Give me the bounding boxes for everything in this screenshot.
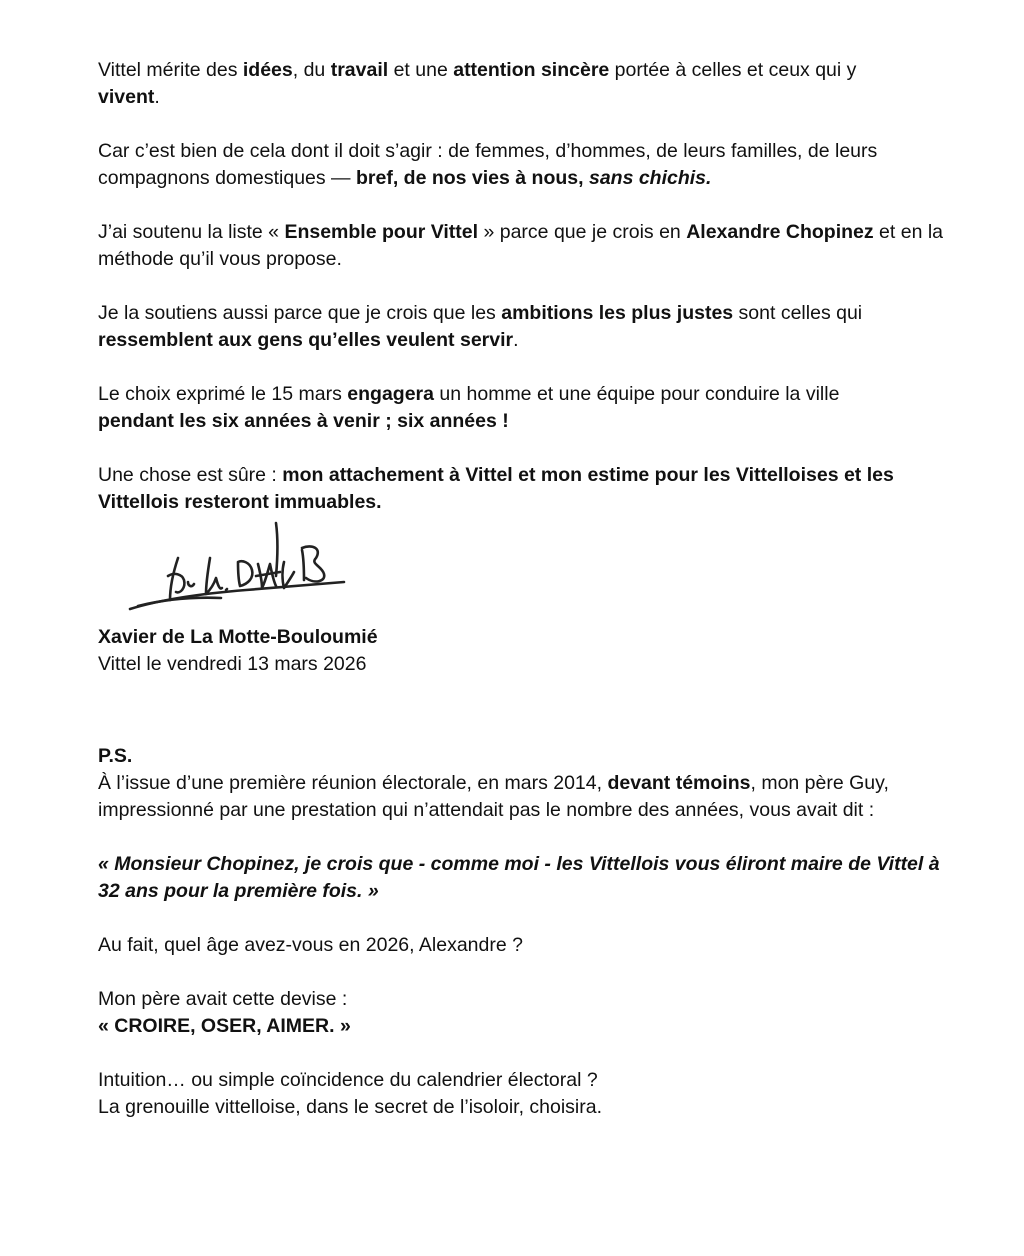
bold-text: bref, de nos vies à nous, — [355, 167, 589, 189]
text: Je la soutiens aussi parce que je crois que les — [98, 302, 502, 324]
bold-text: engagera — [347, 383, 434, 405]
paragraph-families — [98, 138, 958, 192]
signatory-name: Xavier de La Motte-Bouloumié — [98, 626, 378, 648]
paragraph-ambitions — [98, 300, 958, 354]
paragraph-choice — [98, 381, 958, 435]
paragraph-merit — [98, 57, 958, 111]
bold-text: mon attachement à Vittel et mon estime pour les Vittelloises et les Vittellois resteront immuables. — [98, 464, 894, 513]
text: Une chose est sûre : — [98, 464, 283, 486]
ps-closing — [98, 1067, 958, 1121]
closing-line: La grenouille vittelloise, dans le secret de l’isoloir, choisira. — [98, 1096, 603, 1118]
text: portée à celles et ceux qui y — [609, 59, 857, 81]
signature-block — [98, 624, 958, 678]
text: un homme et une équipe pour conduire la ville — [433, 383, 840, 405]
bold-text: Alexandre Chopinez — [686, 221, 874, 243]
closing-line: Intuition… ou simple coïncidence du calendrier électoral ? — [98, 1069, 598, 1091]
handwritten-signature — [126, 518, 362, 618]
postscript — [98, 743, 958, 1121]
ps-motto — [98, 986, 958, 1040]
bold-text: devant témoins — [607, 772, 751, 794]
bold-text: ambitions les plus justes — [501, 302, 734, 324]
ps-question: Au fait, quel âge avez-vous en 2026, Alexandre ? — [98, 934, 523, 956]
bold-text: Ensemble pour Vittel — [284, 221, 479, 243]
text: et en la méthode qu’il vous propose. — [98, 221, 944, 270]
text: , mon père Guy, impressionné par une prestation qui n’attendait pas le nombre des années, vous avait dit : — [98, 772, 889, 821]
bold-text: ressemblent aux gens qu’elles veulent servir — [98, 329, 514, 351]
place-date: Vittel le vendredi 13 mars 2026 — [98, 653, 367, 675]
text: et une — [388, 59, 454, 81]
bold-text: idées — [242, 59, 293, 81]
ps-label: P.S. — [98, 745, 133, 767]
letter-page — [98, 57, 958, 1121]
ps-paragraph — [98, 770, 958, 824]
text: . — [513, 329, 519, 351]
paragraph-attachment — [98, 462, 958, 516]
text: Le choix exprimé le 15 mars — [98, 383, 348, 405]
motto: « CROIRE, OSER, AIMER. » — [98, 1015, 351, 1037]
bold-italic-text: sans chichis. — [588, 167, 712, 189]
text: À l’issue d’une première réunion électorale, en mars 2014, — [98, 772, 608, 794]
text: J’ai soutenu la liste « — [98, 221, 285, 243]
bold-text: vivent — [98, 86, 155, 108]
bold-text: pendant les six années à venir ; six années ! — [98, 410, 509, 432]
motto-intro: Mon père avait cette devise : — [98, 988, 348, 1010]
text: Vittel mérite des — [98, 59, 243, 81]
bold-text: attention sincère — [453, 59, 610, 81]
text: » parce que je crois en — [478, 221, 687, 243]
paragraph-support-list — [98, 219, 958, 273]
text: Car c’est bien de cela dont il doit s’agir : de femmes, d’hommes, de leurs familles, de leurs compagnons domestiques — — [98, 140, 878, 189]
text: . — [154, 86, 160, 108]
ps-quote: « Monsieur Chopinez, je crois que - comme moi - les Vittellois vous éliront maire de Vittel à 32 ans pour la première fois. » — [98, 853, 940, 902]
text: , du — [292, 59, 331, 81]
bold-text: travail — [330, 59, 389, 81]
text: sont celles qui — [733, 302, 863, 324]
